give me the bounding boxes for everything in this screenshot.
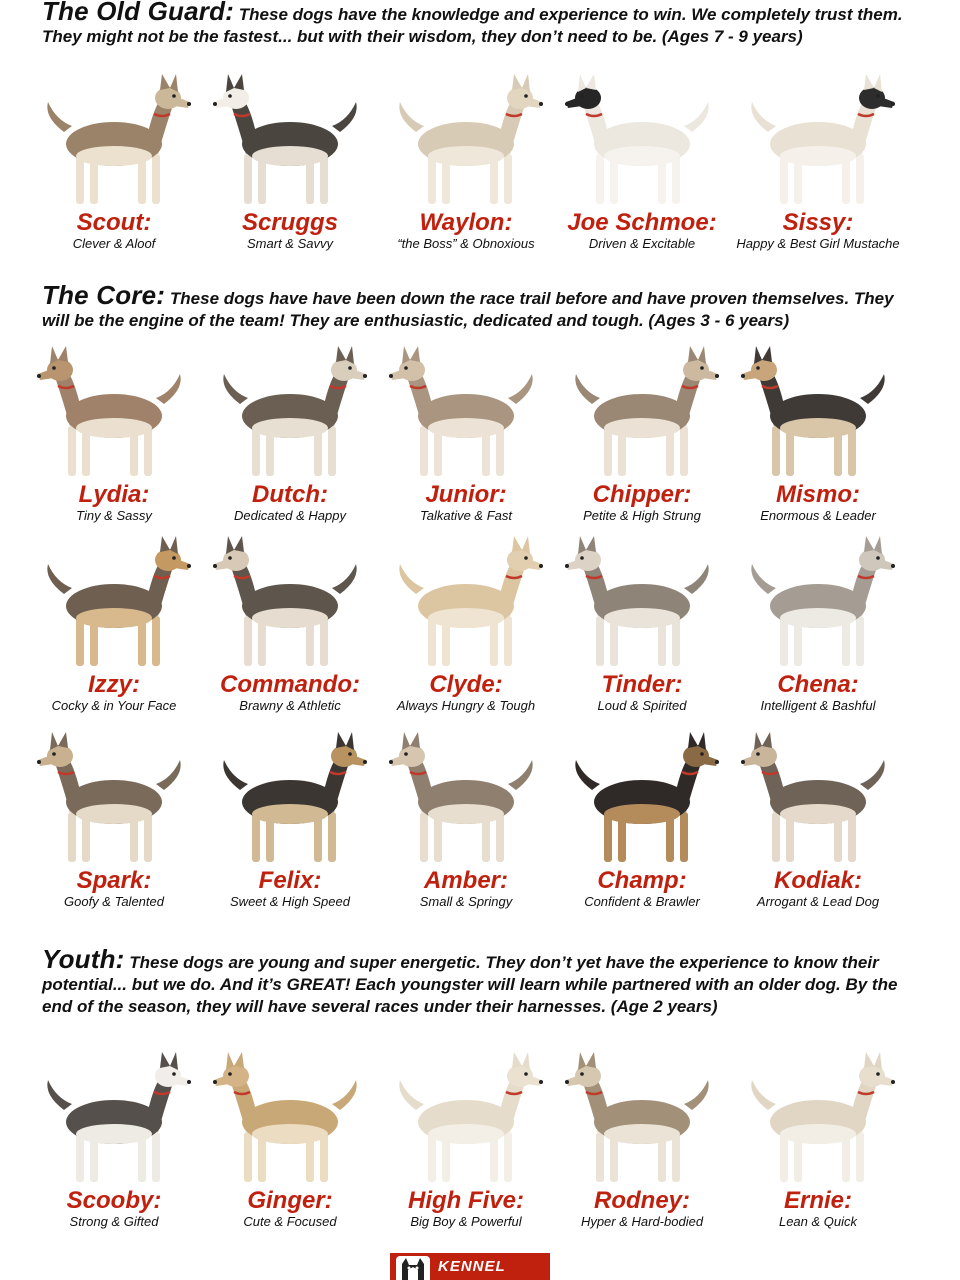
dog-name: Sissy: <box>782 209 854 236</box>
dog-traits: Small & Springy <box>419 894 513 909</box>
dog-photo <box>562 720 722 866</box>
dog-photo <box>386 1040 546 1186</box>
dog-name: Kodiak: <box>773 867 862 894</box>
dog-card <box>200 334 380 524</box>
dog-figure <box>565 74 709 204</box>
dog-name: Felix: <box>258 867 322 894</box>
dog-traits: Confident & Brawler <box>584 894 700 909</box>
dog-photo <box>386 334 546 480</box>
dog-figure <box>575 732 719 862</box>
dog-name: Mismo: <box>776 481 860 508</box>
dog-photo <box>562 62 722 208</box>
dog-figure <box>37 732 181 862</box>
dog-figure <box>751 536 895 666</box>
dog-photo <box>34 334 194 480</box>
dog-traits: Tiny & Sassy <box>76 508 152 523</box>
section-title: The Old Guard: <box>42 0 235 26</box>
dog-card <box>728 1040 908 1230</box>
dog-card <box>24 334 204 524</box>
dog-card <box>24 62 204 252</box>
dog-figure <box>741 346 885 476</box>
dog-traits: Arrogant & Lead Dog <box>756 894 880 909</box>
section-youth-heading <box>42 944 922 1018</box>
dog-name: Scooby: <box>66 1187 162 1214</box>
dog-card <box>200 720 380 910</box>
dog-photo <box>210 1040 370 1186</box>
dog-card <box>376 720 556 910</box>
dog-figure <box>223 732 367 862</box>
dog-photo <box>738 1040 898 1186</box>
dog-photo <box>34 720 194 866</box>
dog-traits: Goofy & Talented <box>64 894 164 909</box>
dog-photo <box>386 720 546 866</box>
dog-card <box>728 524 908 714</box>
kennel-logo <box>390 1253 550 1280</box>
dog-name: Izzy: <box>87 671 140 698</box>
dog-name: High Five: <box>407 1187 524 1214</box>
dog-photo <box>210 62 370 208</box>
dog-card <box>24 524 204 714</box>
dog-traits: Smart & Savvy <box>247 236 333 251</box>
dog-traits: “the Boss” & Obnoxious <box>397 236 535 251</box>
dog-name: Joe Schmoe: <box>567 209 717 236</box>
dog-figure <box>213 536 357 666</box>
dog-figure <box>389 732 533 862</box>
dog-traits: Hyper & Hard-bodied <box>580 1214 704 1229</box>
dog-photo <box>34 62 194 208</box>
dog-photo <box>210 524 370 670</box>
dog-card <box>200 62 380 252</box>
dog-name: Ernie: <box>783 1187 852 1214</box>
dog-traits: Petite & High Strung <box>583 508 701 523</box>
dog-traits: Cute & Focused <box>243 1214 337 1229</box>
dog-traits: Driven & Excitable <box>588 236 696 251</box>
dog-figure <box>565 536 709 666</box>
section-old-guard-heading <box>42 0 922 48</box>
dog-traits: Always Hungry & Tough <box>396 698 536 713</box>
dog-card <box>728 334 908 524</box>
dog-traits: Dedicated & Happy <box>233 508 346 523</box>
dog-name: Clyde: <box>429 671 503 698</box>
dog-photo <box>34 524 194 670</box>
dog-figure <box>751 1052 895 1182</box>
dog-traits: Lean & Quick <box>778 1214 858 1229</box>
section-description: These dogs have the knowledge and experience to win. We completely trust them. They might not be the fastest... but with their wisdom, they don’t need to be. (Ages 7 - 9 years) <box>42 5 903 46</box>
dog-photo <box>210 334 370 480</box>
dog-figure <box>47 1052 191 1182</box>
dog-traits: Strong & Gifted <box>69 1214 159 1229</box>
dog-name: Amber: <box>423 867 508 894</box>
dog-traits: Sweet & High Speed <box>230 894 350 909</box>
dog-card <box>200 524 380 714</box>
dog-name: Ginger: <box>247 1187 333 1214</box>
dog-figure <box>399 536 543 666</box>
dog-figure <box>399 1052 543 1182</box>
dog-traits: Big Boy & Powerful <box>410 1214 522 1229</box>
dog-photo <box>210 720 370 866</box>
dog-card <box>376 524 556 714</box>
dog-card <box>24 1040 204 1230</box>
dog-name: Scout: <box>76 209 152 236</box>
dog-figure <box>751 74 895 204</box>
dog-name: Chena: <box>777 671 859 698</box>
dog-card <box>552 62 732 252</box>
dog-name: Chipper: <box>592 481 692 508</box>
dog-name: Junior: <box>425 481 507 508</box>
dog-name: Dutch: <box>252 481 328 508</box>
dog-figure <box>47 536 191 666</box>
dog-name: Commando: <box>220 671 360 698</box>
dog-traits: Brawny & Athletic <box>239 698 341 713</box>
section-description: These dogs are young and super energetic. They don’t yet have the experience to know their potential... but we do. And it’s GREAT! Each youngster will learn while partnered with an older dog. By the end of the season, they will have several races under their harnesses. (Age 2 years) <box>42 953 898 1016</box>
dog-traits: Loud & Spirited <box>597 698 687 713</box>
dog-traits: Intelligent & Bashful <box>760 698 876 713</box>
dog-photo <box>562 334 722 480</box>
dog-card <box>376 1040 556 1230</box>
dog-photo <box>738 334 898 480</box>
dog-photo <box>386 62 546 208</box>
dog-card <box>728 720 908 910</box>
dog-traits: Enormous & Leader <box>760 508 876 523</box>
dog-photo <box>738 524 898 670</box>
dog-name: Rodney: <box>594 1187 690 1214</box>
section-title: Youth: <box>42 944 125 974</box>
dog-photo <box>562 1040 722 1186</box>
logo-text: KENNEL <box>438 1258 506 1275</box>
dog-photo <box>738 720 898 866</box>
dog-card <box>24 720 204 910</box>
dog-figure <box>565 1052 709 1182</box>
dog-card <box>376 62 556 252</box>
dog-name: Tinder: <box>601 671 683 698</box>
section-title: The Core: <box>42 280 166 310</box>
dog-photo <box>738 62 898 208</box>
dog-traits: Happy & Best Girl Mustache <box>736 236 900 251</box>
dog-card <box>728 62 908 252</box>
dog-card <box>200 1040 380 1230</box>
dog-card <box>376 334 556 524</box>
dog-figure <box>47 74 191 204</box>
dog-figure <box>37 346 181 476</box>
dog-card <box>552 720 732 910</box>
dog-figure <box>575 346 719 476</box>
dog-figure <box>213 74 357 204</box>
dog-photo <box>34 1040 194 1186</box>
dog-name: Waylon: <box>419 209 513 236</box>
dog-figure <box>213 1052 357 1182</box>
dog-figure <box>399 74 543 204</box>
dog-name: Champ: <box>597 867 687 894</box>
dog-card <box>552 524 732 714</box>
dog-figure <box>389 346 533 476</box>
husky-logo-icon <box>396 1256 430 1280</box>
dog-figure <box>741 732 885 862</box>
dog-photo <box>386 524 546 670</box>
section-core-heading <box>42 280 922 332</box>
section-description: These dogs have have been down the race trail before and have proven themselves. They will be the engine of the team! They are enthusiastic, dedicated and tough. (Ages 3 - 6 years) <box>42 289 894 330</box>
dog-figure <box>223 346 367 476</box>
dog-card <box>552 334 732 524</box>
dog-card <box>552 1040 732 1230</box>
dog-traits: Clever & Aloof <box>72 236 156 251</box>
dog-traits: Cocky & in Your Face <box>51 698 177 713</box>
dog-traits: Talkative & Fast <box>419 508 512 523</box>
dog-name: Scruggs <box>241 209 339 236</box>
dog-photo <box>562 524 722 670</box>
dog-name: Spark: <box>76 867 152 894</box>
dog-name: Lydia: <box>78 481 150 508</box>
